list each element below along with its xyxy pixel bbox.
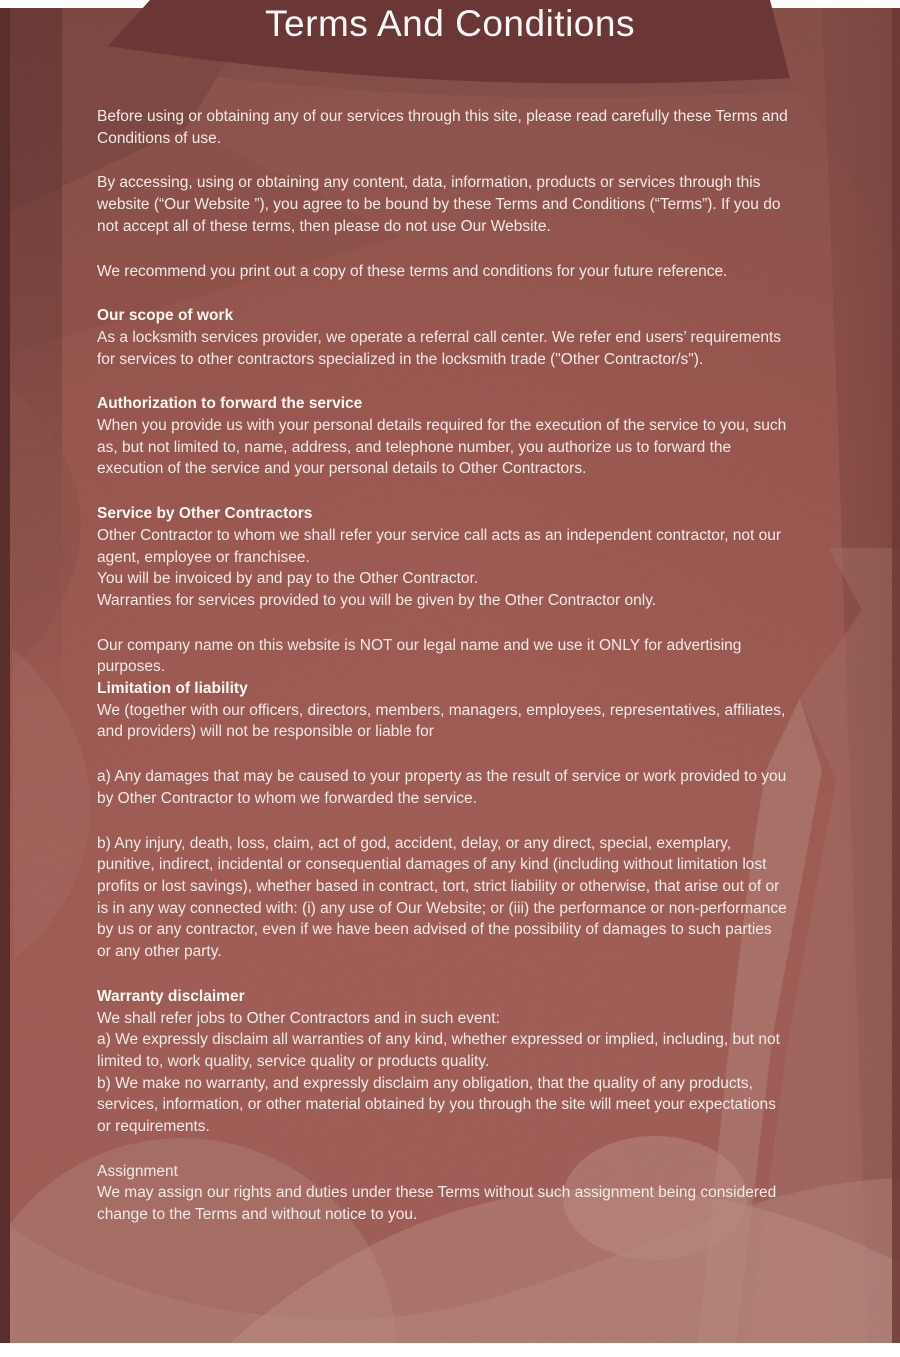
authorization-body: When you provide us with your personal details required for the execution of the service to you, such as, but not limited to, name, address, and telephone number, you authorize us to forward the execution of the service and your personal details to Other Contractors. [97,417,787,478]
warranty-item-b: b) We make no warranty, and expressly disclaim any obligation, that the quality of any products, services, information, or other material obtained by you through the site will meet your expectations or requirements. [97,1074,776,1136]
section-service [97,503,789,612]
assignment-body: We may assign our rights and duties under these Terms without such assignment being considered change to the Terms and without notice to you. [97,1184,777,1224]
intro-paragraph-3: We recommend you print out a copy of these terms and conditions for your future reference. [97,262,728,280]
service-line-2: You will be invoiced by and pay to the Other Contractor. [97,570,479,588]
section-limitation [97,678,789,963]
service-line-1: Other Contractor to whom we shall refer your service call acts as an independent contractor, not our agent, employee or franchisee. [97,526,782,566]
page-title: Terms And Conditions [265,3,635,44]
section-scope [97,305,789,370]
section-authorization [97,393,789,480]
warranty-item-a: a) We expressly disclaim all warranties of any kind, whether expressed or implied, including, but not limited to, work quality, service quality or products quality. [97,1031,780,1070]
scope-heading: Our scope of work [97,307,234,325]
section-assignment [97,1161,789,1226]
authorization-heading: Authorization to forward the service [97,395,363,413]
service-line-3: Warranties for services provided to you will be given by the Other Contractor only. [97,591,657,609]
service-heading: Service by Other Contractors [97,505,313,523]
section-warranty [97,986,789,1138]
company-name-note: Our company name on this website is NOT our legal name and we use it ONLY for advertising purposes. [97,636,742,676]
title-banner [0,0,900,120]
terms-content [97,106,789,1226]
limitation-item-a: a) Any damages that may be caused to your property as the result of service or work provided to you by Other Contractor to whom we forwarded the service. [97,768,787,807]
limitation-heading: Limitation of liability [97,680,248,698]
warranty-heading: Warranty disclaimer [97,987,245,1005]
limitation-item-b: b) Any injury, death, loss, claim, act of god, accident, delay, or any direct, special, exemplary, punitive, indirect, incidental or consequential damages of any kind (including without limitation lost profits or lost savings), whether based in contract, tort, strict liability or otherwise, that arise out of or is in any way connected with: (i) any use of Our Website; or (iii) the performance or non-performance by us or any contractor, even if we have been advised of the possibility of damages to such parties or any other party. [97,834,787,961]
intro-paragraph-2: By accessing, using or obtaining any content, data, information, products or services through this website (“Our Website ”), you agree to be bound by these Terms and Conditions (“Terms”). If you do not accept all of these terms, then please do not use Our Website. [97,174,781,235]
intro-paragraph-1: Before using or obtaining any of our services through this site, please read carefully these Terms and Conditions of use. [97,108,788,147]
warranty-line-1: We shall refer jobs to Other Contractors and in such event: [97,1009,500,1027]
assignment-heading: Assignment [97,1162,178,1180]
scope-body: As a locksmith services provider, we operate a referral call center. We refer end users’ requirements for services to other contractors specialized in the locksmith trade ("Other Contractor/s"). [97,328,782,368]
limitation-intro: We (together with our officers, directors, members, managers, employees, representatives, affiliates, and providers) will not be responsible or liable for [97,701,786,741]
